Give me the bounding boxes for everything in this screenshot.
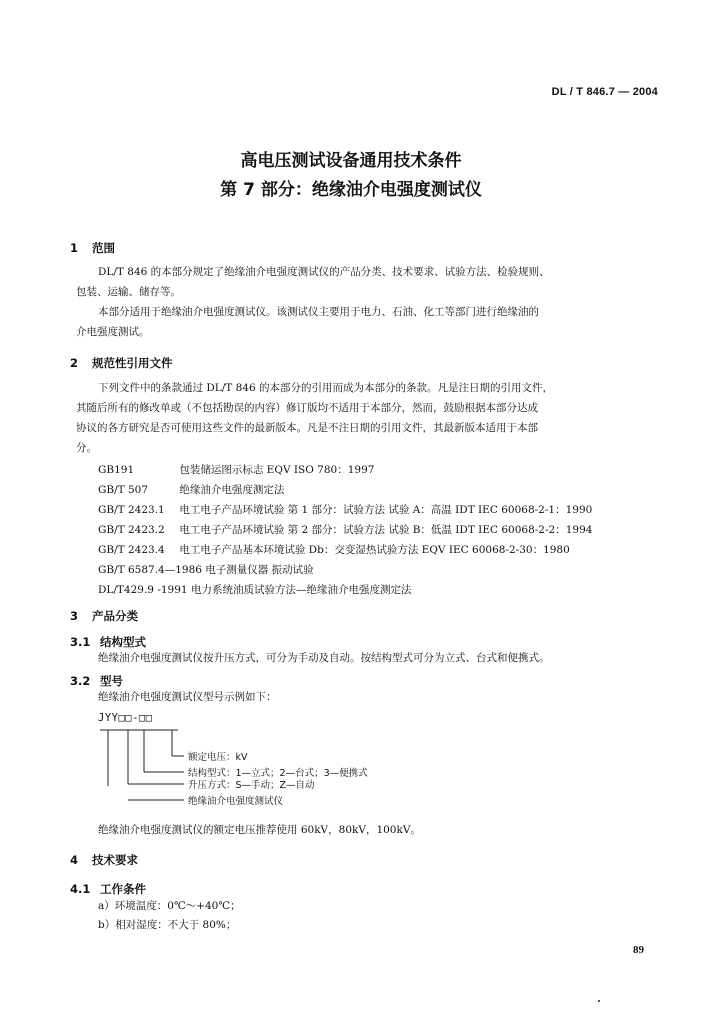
reference-title: 电工电子产品环境试验 第 1 部分：试验方法 试验 A：高温 IDT IEC 60068-2-1：1990 [179,504,593,516]
reference-item [98,542,570,557]
paragraph-line: 绝缘油介电强度测试仪型号示例如下： [98,691,277,703]
section-title: 范围 [92,241,115,255]
paragraph-line: 绝缘油介电强度测试仪的额定电压推荐使用 60kV，80kV，100kV。 [98,824,421,836]
paragraph-line: 包装、运输、储存等。 [76,286,181,298]
section-number: 2 [70,356,79,370]
section-number: 3 [70,609,79,623]
reference-code: GB/T 2423.1 [98,504,165,516]
reference-title: 电工电子产品基本环境试验 Db：交变湿热试验方法 EQV IEC 60068-2-30：1980 [179,544,570,556]
reference-item [98,582,411,597]
reference-item [98,462,374,477]
reference-title: 电工电子产品环境试验 第 2 部分：试验方法 试验 B：低温 IDT IEC 60068-2-2：1994 [179,524,593,536]
diagram-label: 结构型式：1—立式；2—台式；3—便携式 [188,768,368,779]
reference-item [98,482,284,497]
paragraph-line: 下列文件中的条款通过 DL/T 846 的本部分的引用而成为本部分的条款。凡是注日期的引用文件， [98,382,553,394]
section-title: 规范性引用文件 [92,356,173,370]
document-title-line2: 第 7 部分：绝缘油介电强度测试仪 [220,180,482,200]
paragraph-line: 其随后所有的修改单或（不包括勘误的内容）修订版均不适用于本部分，然而，鼓励根据本部分达成 [76,402,538,414]
section-1-heading [70,240,115,256]
subsection-title: 型号 [100,674,123,688]
standard-code-header: DL / T 846.7 — 2004 [551,86,658,98]
reference-title: 电力系统油质试验方法—绝缘油介电强度测定法 [190,584,412,596]
diagram-label: 升压方式：S—手动；Z—自动 [188,780,315,791]
paragraph-line: 协议的各方研究是否可使用这些文件的最新版本。凡是不注日期的引用文件，其最新版本适用于本部 [76,422,538,434]
reference-code: DL/T429.9 -1991 [98,584,188,596]
subsection-title: 工作条件 [100,882,146,896]
reference-title: 电子测量仪器 振动试验 [205,564,314,576]
reference-item [98,502,592,517]
diagram-label: 绝缘油介电强度测试仪 [188,796,284,807]
list-item: a）环境温度：0℃～+40℃； [98,900,241,912]
paragraph-line: 介电强度测试。 [76,326,150,338]
reference-title: 包装储运图示标志 EQV ISO 780：1997 [179,464,375,476]
section-2-heading [70,355,173,371]
subsection-number: 3.2 [70,674,91,688]
section-number: 1 [70,241,79,255]
section-4-heading [70,852,138,868]
reference-code: GB191 [98,464,135,476]
reference-code: GB/T 6587.4—1986 [98,564,202,576]
subsection-number: 4.1 [70,882,91,896]
paragraph-line: DL/T 846 的本部分规定了绝缘油介电强度测试仪的产品分类、技术要求、试验方法、检验规则、 [98,266,550,278]
list-item: b）相对湿度：不大于 80%； [98,919,237,931]
reference-title: 绝缘油介电强度测定法 [179,484,285,496]
paragraph-line: 分。 [76,442,97,454]
section-number: 4 [70,853,79,867]
paragraph-line: 本部分适用于绝缘油介电强度测试仪。该测试仪主要用于电力、石油、化工等部门进行绝缘油的 [98,306,539,318]
reference-code: GB/T 2423.4 [98,544,165,556]
section-3-heading [70,608,138,624]
page-number: 89 [633,944,644,956]
reference-code: GB/T 507 [98,484,149,496]
section-title: 技术要求 [92,853,138,867]
reference-code: GB/T 2423.2 [98,524,165,536]
scan-speck [598,1000,600,1002]
reference-item [98,562,314,577]
paragraph-line: 绝缘油介电强度测试仪按升压方式，可分为手动及自动。按结构型式可分为立式、台式和便携式。 [98,652,550,664]
subsection-number: 3.1 [70,635,91,649]
subsection-4-1-heading [70,881,146,897]
section-title: 产品分类 [92,609,138,623]
model-code-diagram [98,712,518,822]
model-code: JYY□□-□□ [98,712,153,724]
subsection-title: 结构型式 [100,635,146,649]
diagram-label: 额定电压：kV [188,752,248,763]
document-title-line1: 高电压测试设备通用技术条件 [240,151,462,171]
reference-item [98,522,592,537]
